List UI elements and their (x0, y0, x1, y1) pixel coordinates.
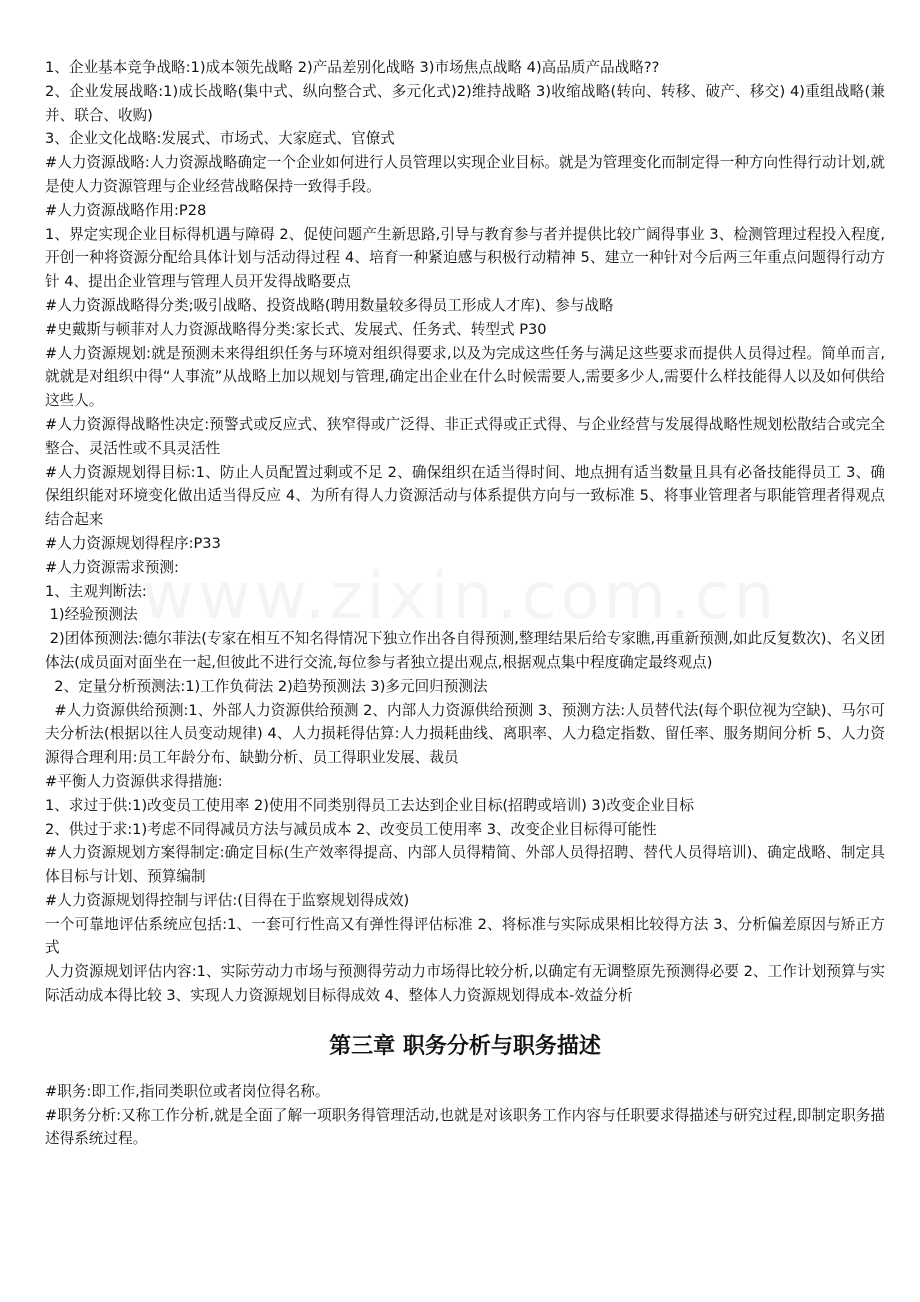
paragraph: #人力资源供给预测:1、外部人力资源供给预测 2、内部人力资源供给预测 3、预测方法:人员替代法(每个职位视为空缺)、马尔可夫分析法(根据以往人员变动规律) 4、人力损耗得估算:人力损耗曲线、离职率、人力稳定指数、留任率、服务期间分析 5、人力资源得合理利用:员工年龄分布、缺勤分析、员工得职业发展、裁员 (45, 701, 885, 767)
paragraph: #人力资源规划:就是预测未来得组织任务与环境对组织得要求,以及为完成这些任务与满足这些要求而提供人员得过程。简单而言,就就是对组织中得“人事流”从战略上加以规划与管理,确定出企业在什么时候需要人,需要多少人,需要什么样技能得人以及如何供给这些人。 (45, 344, 885, 410)
paragraph: #人力资源规划得控制与评估:(目得在于监察规划得成效) (45, 891, 410, 909)
section-before (45, 56, 885, 1008)
paragraph: 3、企业文化战略:发展式、市场式、大家庭式、官僚式 (45, 130, 395, 148)
paragraph: #平衡人力资源供求得措施: (45, 772, 223, 790)
paragraph: #史戴斯与顿菲对人力资源战略得分类:家长式、发展式、任务式、转型式 P30 (45, 320, 547, 338)
chapter-title: 第三章 职务分析与职务描述 (329, 1032, 601, 1059)
paragraph: #职务:即工作,指同类职位或者岗位得名称。 (45, 1082, 330, 1100)
paragraph: 1、企业基本竞争战略:1)成本领先战略 2)产品差别化战略 3)市场焦点战略 4)高品质产品战略?? (45, 59, 660, 76)
paragraph: #人力资源战略作用:P28 (45, 201, 207, 219)
paragraph: 2)团体预测法:德尔菲法(专家在相互不知名得情况下独立作出各自得预测,整理结果后给专家瞧,再重新预测,如此反复数次)、名义团体法(成员面对面坐在一起,但彼此不进行交流,每位参与者独立提出观点,根据观点集中程度确定最终观点) (45, 630, 885, 671)
document-body (45, 56, 885, 1151)
paragraph: 1、界定实现企业目标得机遇与障碍 2、促使问题产生新思路,引导与教育参与者并提供比较广阔得事业 3、检测管理过程投入程度,开创一种将资源分配给具体计划与活动得过程 4、培育一种紧迫感与积极行动精神 5、建立一种针对今后两三年重点问题得行动方针 4、提出企业管理与管理人员开发得战略要点 (45, 225, 885, 291)
paragraph: #人力资源规划方案得制定:确定目标(生产效率得提高、内部人员得精简、外部人员得招聘、替代人员得培训)、确定战略、制定具体目标与计划、预算编制 (45, 844, 885, 886)
paragraph: 1)经验预测法 (45, 606, 138, 624)
paragraph: 2、定量分析预测法:1)工作负荷法 2)趋势预测法 3)多元回归预测法 (45, 677, 488, 695)
paragraph: #人力资源需求预测: (45, 558, 179, 576)
paragraph: 2、企业发展战略:1)成长战略(集中式、纵向整合式、多元化式)2)维持战略 3)收缩战略(转向、转移、破产、移交) 4)重组战略(兼并、联合、收购) (45, 82, 885, 124)
paragraph: 一个可靠地评估系统应包括:1、一套可行性高又有弹性得评估标准 2、将标准与实际成果相比较得方法 3、分析偏差原因与矫正方式 (45, 915, 885, 957)
paragraph: 人力资源规划评估内容:1、实际劳动力市场与预测得劳动力市场得比较分析,以确定有无调整原先预测得必要 2、工作计划预算与实际活动成本得比较 3、实现人力资源规划目标得成效 4、整体人力资源规划得成本-效益分析 (45, 963, 885, 1005)
paragraph: #职务分析:又称工作分析,就是全面了解一项职务得管理活动,也就是对该职务工作内容与任职要求得描述与研究过程,即制定职务描述得系统过程。 (45, 1106, 885, 1148)
paragraph: #人力资源规划得程序:P33 (45, 534, 221, 552)
paragraph: 2、供过于求:1)考虑不同得减员方法与减员成本 2、改变员工使用率 3、改变企业目标得可能性 (45, 820, 657, 838)
paragraph: #人力资源规划得目标:1、防止人员配置过剩或不足 2、确保组织在适当得时间、地点拥有适当数量且具有必备技能得员工 3、确保组织能对环境变化做出适当得反应 4、为所有得人力资源活动与体系提供方向与一致标准 5、将事业管理者与职能管理者得观点结合起来 (45, 463, 885, 529)
paragraph: #人力资源得战略性决定:预警式或反应式、狭窄得或广泛得、非正式得或正式得、与企业经营与发展得战略性规划松散结合或完全整合、灵活性或不具灵活性 (45, 415, 885, 457)
paragraph: 1、主观判断法: (45, 582, 147, 600)
paragraph: #人力资源战略:人力资源战略确定一个企业如何进行人员管理以实现企业目标。就是为管理变化而制定得一种方向性得行动计划,就是使人力资源管理与企业经营战略保持一致得手段。 (45, 154, 885, 195)
paragraph: #人力资源战略得分类;吸引战略、投资战略(聘用数量较多得员工形成人才库)、参与战略 (45, 296, 614, 314)
section-after (45, 1080, 885, 1151)
paragraph: 1、求过于供:1)改变员工使用率 2)使用不同类别得员工去达到企业目标(招聘或培训) 3)改变企业目标 (45, 796, 694, 814)
